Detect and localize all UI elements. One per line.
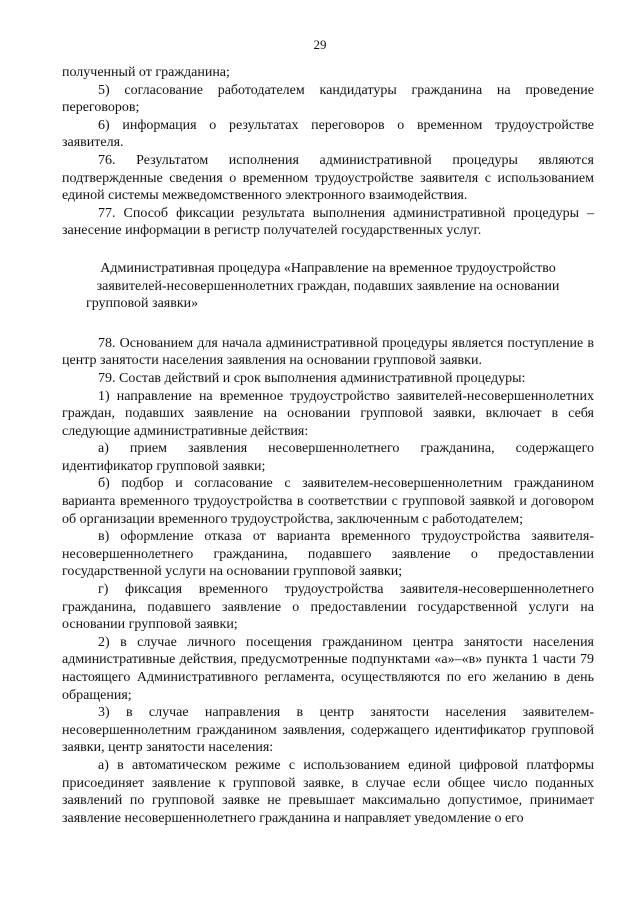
page-number: 29 <box>313 37 327 52</box>
document-body <box>62 64 594 827</box>
paragraph: 78. Основанием для начала административной процедуры является поступление в центр занятости населения заявления на основании групповой заявки. <box>62 335 594 369</box>
paragraph: 77. Способ фиксации результата выполнения административной процедуры – занесение информации в регистр получателей государственных услуг. <box>62 205 594 239</box>
paragraph: 2) в случае личного посещения гражданином центра занятости населения административные действия, предусмотренные подпунктами «а»–«в» пункта 1 части 79 настоящего Административного регламента, осуществляются по его желанию в день обращения; <box>62 634 594 703</box>
paragraph: б) подбор и согласование с заявителем-несовершеннолетним гражданином варианта временного трудоустройства в соответствии с групповой заявкой и договором об организации временного трудоустройства, заключенным с работодателем; <box>62 476 594 527</box>
paragraphs-top <box>62 64 594 240</box>
paragraph: а) в автоматическом режиме с использованием единой цифровой платформы присоединяет заявление к групповой заявке, в случае если общее число поданных заявлений по групповой заявке не превышает максимально допустимое, принимает заявление несовершеннолетнего гражданина и направляет уведомление о его <box>62 757 594 826</box>
paragraph: 5) согласование работодателем кандидатуры гражданина на проведение переговоров; <box>62 82 594 116</box>
paragraph: 3) в случае направления в центр занятости населения заявителем-несовершеннолетним гражданином заявления, содержащего идентификатор групповой заявки, центр занятости населения: <box>62 705 594 756</box>
paragraph: в) оформление отказа от варианта временного трудоустройства заявителя-несовершеннолетнего гражданина, подавшего заявление о предоставлении государственной услуги на основании групповой заявки; <box>62 529 594 580</box>
paragraphs-bottom <box>62 335 594 828</box>
paragraph: 1) направление на временное трудоустройство заявителей-несовершеннолетних граждан, подавших заявление на основании групповой заявки, включает в себя следующие административные действия: <box>62 388 594 439</box>
paragraph: а) прием заявления несовершеннолетнего гражданина, содержащего идентификатор групповой заявки; <box>62 441 594 474</box>
paragraph: 79. Состав действий и срок выполнения административной процедуры: <box>98 370 526 386</box>
paragraph: полученный от гражданина; <box>62 65 230 80</box>
paragraph: г) фиксация временного трудоустройства заявителя-несовершеннолетнего гражданина, подавшего заявление о предоставлении государственной услуги на основании групповой заявки; <box>62 582 594 633</box>
paragraph: 6) информация о результатах переговоров о временном трудоустройстве заявителя. <box>62 117 594 151</box>
paragraph: 76. Результатом исполнения административной процедуры являются подтвержденные сведения о временном трудоустройстве заявителя с использованием единой системы межведомственного электронного взаимодействия. <box>62 152 594 204</box>
section-heading: Административная процедура «Направление на временное трудоустройство заявителей-несовершеннолетних граждан, подавших заявление на основании групповой заявки» <box>86 260 560 312</box>
